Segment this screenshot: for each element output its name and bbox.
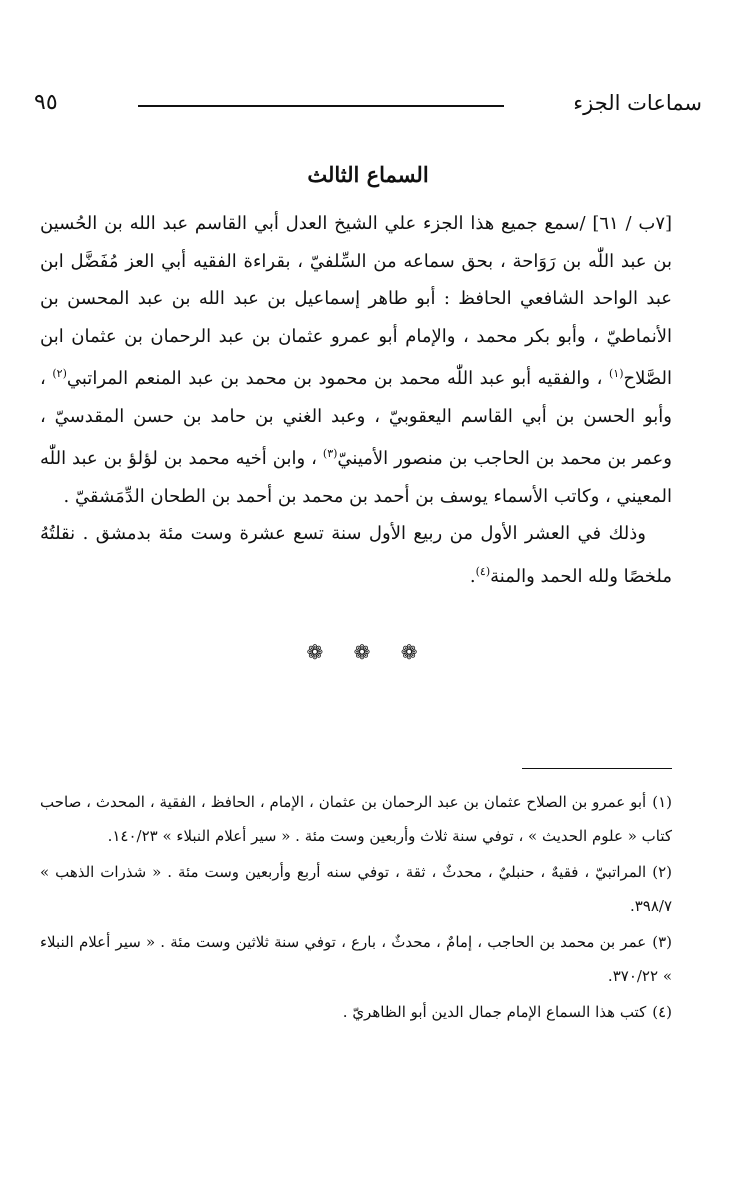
paragraph-1-part-c: ، وأبو الحسن بن أبي القاسم اليعقوبيّ ، وعبد الغني بن حامد بن حسن المقدسيّ ، وعمر بن محمد بن الحاجب بن منصور الأمينيّ xyxy=(40,368,672,469)
footnote-text: أبو عمرو بن الصلاح عثمان بن عبد الرحمان بن عثمان ، الإمام ، الحافظ ، الفقية ، المحدث ، صاحب كتاب « علوم الحديث » ، توفي سنة ثلاث وأربعين وست مئة . « سير أعلام النبلاء » ١٤٠/٢٣. xyxy=(40,793,672,845)
paragraph-1-part-a: [٧ب / ٦١] /سمع جميع هذا الجزء علي الشيخ العدل أبي القاسم عبد الله بن الحُسين بن عبد اللّٰه بن رَوَاحة ، بحق سماعه من السِّلفيّ ، بقراءة الفقيه أبي العز مُفَضَّل ابن عبد الواحد الشافعي الحافظ : أبو طاهر إسماعيل بن عبد الله بن عبد المحسن بن الأنماطيّ ، وأبو بكر محمد ، والإمام أبو عمرو عثمان بن عبد الرحمان بن عثمان ابن الصَّلاح xyxy=(40,213,673,389)
footnote-ref-2: (٢) xyxy=(52,367,67,380)
paragraph-1-part-b: ، والفقيه أبو عبد اللّٰه محمد بن محمود بن محمد بن عبد المنعم المراتبي xyxy=(66,368,603,389)
paragraph-2 xyxy=(40,515,672,595)
footnotes xyxy=(40,785,672,1031)
paragraph-1-part-d: ، وابن أخيه محمد بن لؤلؤ بن عبد اللّٰه المعيني ، وكاتب الأسماء يوسف بن أحمد بن محمد بن أحمد بن الطحان الدِّمَشقيّ . xyxy=(40,448,672,507)
paragraph-2-part-b: . xyxy=(469,565,476,587)
footnote-ref-3: (٣) xyxy=(322,447,338,460)
page-header xyxy=(30,88,702,120)
footnote-number: (٣) xyxy=(652,933,672,951)
footnote xyxy=(40,925,672,993)
footnote xyxy=(40,995,672,1029)
section-end-ornament: ❁ ❁ ❁ xyxy=(306,640,430,664)
footnote-rule xyxy=(522,768,672,769)
body-text xyxy=(40,205,672,595)
footnote-number: (٢) xyxy=(652,863,672,881)
footnote-number: (١) xyxy=(652,793,672,811)
footnote-text: كتب هذا السماع الإمام جمال الدين أبو الظاهريّ . xyxy=(342,1003,647,1021)
footnote xyxy=(40,855,672,923)
footnote-number: (٤) xyxy=(652,1003,672,1021)
footnote-ref-1: (١) xyxy=(609,367,624,380)
footnote-text: المراتبيّ ، فقيهٌ ، حنبليٌ ، محدثٌ ، ثقة ، توفي سنه أربع وأربعين وست مئة . « شذرات الذهب » ٣٩٨/٧. xyxy=(40,863,672,915)
paragraph-1 xyxy=(40,205,672,515)
footnote-ref-4: (٤) xyxy=(475,564,491,578)
section-title: السماع الثالث xyxy=(307,162,429,187)
header-rule xyxy=(138,105,504,107)
running-title: سماعات الجزء xyxy=(573,91,702,115)
footnote xyxy=(40,785,672,853)
paragraph-2-part-a: وذلك في العشر الأول من ربيع الأول سنة تسع عشرة وست مئة بدمشق . نقلتُهُ ملخصًا ولله الحمد والمنة xyxy=(40,523,672,587)
footnote-text: عمر بن محمد بن الحاجب ، إمامٌ ، محدثٌ ، بارع ، توفي سنة ثلاثين وست مئة . « سير أعلام النبلاء » ٣٧٠/٢٢. xyxy=(40,933,672,985)
page-number: ٩٥ xyxy=(34,90,58,115)
